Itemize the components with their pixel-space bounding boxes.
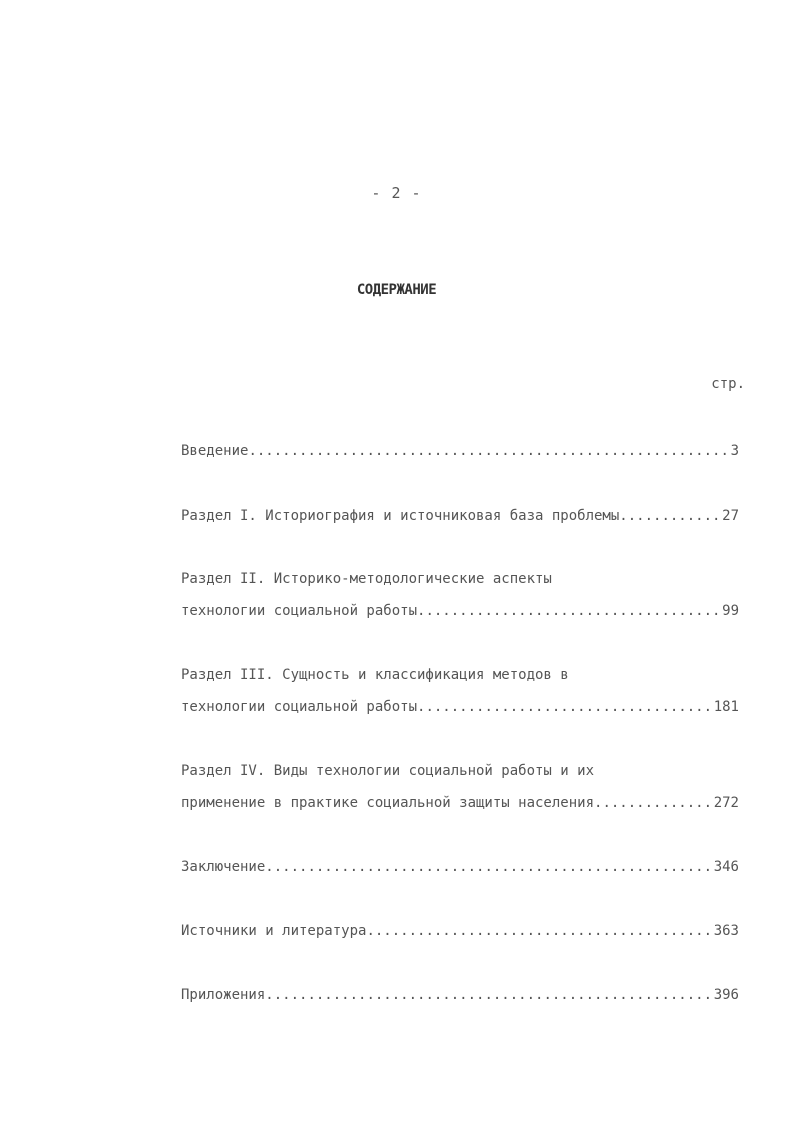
toc-entry-section-4-line1: Раздел IV. Виды технологии социальной работы и их xyxy=(181,763,595,779)
toc-entry-introduction xyxy=(181,441,739,461)
toc-entry-page: 181 xyxy=(713,699,739,715)
toc-entry-page: 3 xyxy=(730,443,739,459)
toc-entry-title: Источники и литература xyxy=(181,923,367,939)
toc-entry-page: 396 xyxy=(713,987,739,1003)
toc-entry-sources xyxy=(181,921,739,941)
toc-leader-dots xyxy=(265,985,713,1005)
toc-entry-page: 27 xyxy=(722,508,739,524)
toc-entry-page: 99 xyxy=(722,603,739,619)
document-title: СОДЕРЖАНИЕ xyxy=(356,282,437,298)
toc-leader-dots xyxy=(366,921,713,941)
page-number: - 2 - xyxy=(371,184,422,202)
toc-entry-title: Приложения xyxy=(181,987,266,1003)
toc-entry-title: технологии социальной работы xyxy=(181,699,418,715)
toc-entry-title: Раздел I. Историография и источниковая база проблемы xyxy=(181,508,620,524)
toc-entry-section-2-line1: Раздел II. Историко-методологические аспекты xyxy=(181,571,552,587)
toc-entry-section-1 xyxy=(181,506,739,526)
toc-entry-title: Заключение xyxy=(181,859,266,875)
toc-entry-page: 272 xyxy=(713,795,739,811)
toc-leader-dots xyxy=(248,441,730,461)
toc-entry-title: Введение xyxy=(181,443,249,459)
toc-leader-dots xyxy=(619,506,722,526)
toc-leader-dots xyxy=(265,857,713,877)
toc-entry-section-4 xyxy=(181,793,739,813)
toc-entry-section-2 xyxy=(181,601,739,621)
toc-entry-section-3 xyxy=(181,697,739,717)
toc-entry-title: применение в практике социальной защиты населения xyxy=(181,795,595,811)
toc-entry-page: 363 xyxy=(713,923,739,939)
toc-leader-dots xyxy=(417,697,714,717)
page-column-label: стр. xyxy=(711,376,745,392)
toc-entry-conclusion xyxy=(181,857,739,877)
toc-entry-page: 346 xyxy=(713,859,739,875)
toc-leader-dots xyxy=(417,601,722,621)
toc-entry-section-3-line1: Раздел III. Сущность и классификация методов в xyxy=(181,667,569,683)
toc-entry-appendices xyxy=(181,985,739,1005)
toc-entry-title: технологии социальной работы xyxy=(181,603,418,619)
toc-leader-dots xyxy=(594,793,714,813)
